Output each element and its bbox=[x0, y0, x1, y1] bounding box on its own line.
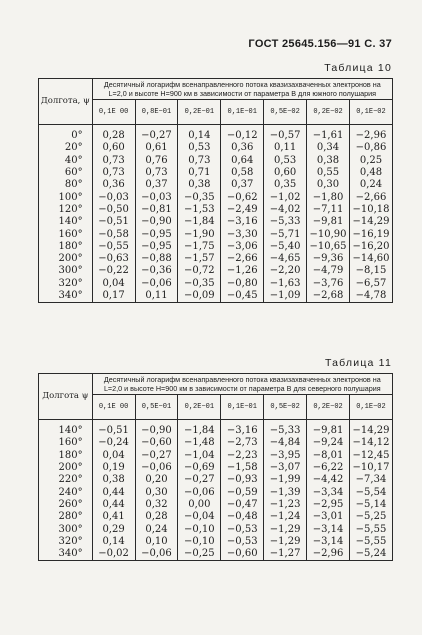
value-cell: −1,53 bbox=[178, 204, 221, 216]
longitude-cell: 300° bbox=[39, 523, 93, 535]
longitude-cell: 240° bbox=[39, 486, 93, 498]
table-row bbox=[39, 265, 393, 277]
value-cell: −0,03 bbox=[135, 191, 178, 203]
value-cell: 0,73 bbox=[178, 155, 221, 167]
table-row bbox=[39, 167, 393, 179]
value-cell: 0,24 bbox=[135, 523, 178, 535]
value-cell: −1,39 bbox=[264, 486, 307, 498]
longitude-cell: 0° bbox=[39, 125, 93, 143]
longitude-cell: 180° bbox=[39, 241, 93, 253]
value-cell: 0,73 bbox=[135, 167, 178, 179]
value-cell: −2,68 bbox=[307, 290, 350, 303]
value-cell: −0,95 bbox=[135, 228, 178, 240]
value-cell: 0,28 bbox=[92, 125, 135, 143]
value-cell: 0,35 bbox=[264, 179, 307, 191]
value-cell: −9,24 bbox=[307, 437, 350, 449]
table-row bbox=[39, 536, 393, 548]
value-cell: −1,57 bbox=[178, 253, 221, 265]
value-cell: −1,99 bbox=[264, 474, 307, 486]
value-cell: −0,06 bbox=[135, 548, 178, 561]
table-row bbox=[39, 191, 393, 203]
value-cell: −5,71 bbox=[264, 228, 307, 240]
value-cell: −0,06 bbox=[135, 462, 178, 474]
value-cell: −2,96 bbox=[349, 125, 392, 143]
value-cell: −0,81 bbox=[135, 204, 178, 216]
value-cell: −4,78 bbox=[349, 290, 392, 303]
param-header: 0,5E−02 bbox=[264, 395, 307, 420]
table-row bbox=[39, 204, 393, 216]
value-cell: 0,55 bbox=[307, 167, 350, 179]
longitude-cell: 160° bbox=[39, 437, 93, 449]
value-cell: −0,47 bbox=[221, 499, 264, 511]
table-row bbox=[39, 278, 393, 290]
value-cell: −0,35 bbox=[178, 278, 221, 290]
param-header: 0,1E−02 bbox=[349, 100, 392, 125]
table-row bbox=[39, 155, 393, 167]
value-cell: −3,01 bbox=[307, 511, 350, 523]
value-cell: 0,41 bbox=[92, 511, 135, 523]
value-cell: −0,06 bbox=[178, 486, 221, 498]
value-cell: −14,29 bbox=[349, 216, 392, 228]
value-cell: 0,76 bbox=[135, 155, 178, 167]
value-cell: −2,66 bbox=[221, 253, 264, 265]
value-cell: −3,14 bbox=[307, 523, 350, 535]
value-cell: −9,81 bbox=[307, 216, 350, 228]
value-cell: −5,55 bbox=[349, 536, 392, 548]
value-cell: −10,17 bbox=[349, 462, 392, 474]
value-cell: 0,60 bbox=[92, 142, 135, 154]
longitude-cell: 120° bbox=[39, 204, 93, 216]
longitude-cell: 260° bbox=[39, 499, 93, 511]
value-cell: −0,04 bbox=[178, 511, 221, 523]
param-header: 0,2E−02 bbox=[307, 100, 350, 125]
longitude-cell: 340° bbox=[39, 548, 93, 561]
value-cell: 0,17 bbox=[92, 290, 135, 303]
value-cell: 0,30 bbox=[135, 486, 178, 498]
value-cell: −2,96 bbox=[307, 548, 350, 561]
value-cell: −1,26 bbox=[221, 265, 264, 277]
table-row bbox=[39, 499, 393, 511]
value-cell: −0,27 bbox=[135, 125, 178, 143]
value-cell: −5,33 bbox=[264, 420, 307, 438]
longitude-cell: 180° bbox=[39, 450, 93, 462]
longitude-header: Долгота ψ bbox=[39, 374, 93, 420]
value-cell: −0,80 bbox=[221, 278, 264, 290]
value-cell: 0,73 bbox=[92, 167, 135, 179]
value-cell: 0,32 bbox=[135, 499, 178, 511]
param-header: 0,2E−01 bbox=[178, 100, 221, 125]
table-row bbox=[39, 125, 393, 143]
param-header: 0,5E−02 bbox=[264, 100, 307, 125]
value-cell: −0,09 bbox=[178, 290, 221, 303]
value-cell: −0,25 bbox=[178, 548, 221, 561]
value-cell: −2,73 bbox=[221, 437, 264, 449]
value-cell: −0,50 bbox=[92, 204, 135, 216]
value-cell: −0,72 bbox=[178, 265, 221, 277]
value-cell: −12,45 bbox=[349, 450, 392, 462]
value-cell: −5,24 bbox=[349, 548, 392, 561]
table-row bbox=[39, 290, 393, 303]
value-cell: −1,29 bbox=[264, 536, 307, 548]
table-row bbox=[39, 437, 393, 449]
value-cell: −0,27 bbox=[178, 474, 221, 486]
value-cell: 0,44 bbox=[92, 486, 135, 498]
value-cell: −0,51 bbox=[92, 420, 135, 438]
longitude-header: Долгота, ψ bbox=[39, 79, 93, 125]
value-cell: 0,28 bbox=[135, 511, 178, 523]
value-cell: −1,80 bbox=[307, 191, 350, 203]
value-cell: −10,18 bbox=[349, 204, 392, 216]
value-cell: −3,16 bbox=[221, 216, 264, 228]
table-row bbox=[39, 420, 393, 438]
table-11-caption: Таблица 11 bbox=[325, 357, 392, 369]
longitude-cell: 140° bbox=[39, 216, 93, 228]
value-cell: −3,34 bbox=[307, 486, 350, 498]
value-cell: 0,53 bbox=[264, 155, 307, 167]
value-cell: −0,36 bbox=[135, 265, 178, 277]
table-row bbox=[39, 228, 393, 240]
longitude-cell: 280° bbox=[39, 511, 93, 523]
value-cell: −0,53 bbox=[221, 523, 264, 535]
value-cell: −8,01 bbox=[307, 450, 350, 462]
value-cell: −5,33 bbox=[264, 216, 307, 228]
value-cell: −0,88 bbox=[135, 253, 178, 265]
value-cell: 0,38 bbox=[92, 474, 135, 486]
value-cell: 0,25 bbox=[349, 155, 392, 167]
value-cell: −0,51 bbox=[92, 216, 135, 228]
table-10 bbox=[38, 78, 393, 303]
value-cell: −5,25 bbox=[349, 511, 392, 523]
longitude-cell: 20° bbox=[39, 142, 93, 154]
longitude-cell: 40° bbox=[39, 155, 93, 167]
value-cell: −16,20 bbox=[349, 241, 392, 253]
value-cell: −4,84 bbox=[264, 437, 307, 449]
value-cell: −0,93 bbox=[221, 474, 264, 486]
value-cell: −0,57 bbox=[264, 125, 307, 143]
value-cell: 0,37 bbox=[135, 179, 178, 191]
value-cell: −3,30 bbox=[221, 228, 264, 240]
value-cell: 0,19 bbox=[92, 462, 135, 474]
longitude-cell: 60° bbox=[39, 167, 93, 179]
value-cell: −0,22 bbox=[92, 265, 135, 277]
value-cell: −3,14 bbox=[307, 536, 350, 548]
value-cell: −0,58 bbox=[92, 228, 135, 240]
table-row bbox=[39, 474, 393, 486]
value-cell: 0,10 bbox=[135, 536, 178, 548]
table-row bbox=[39, 523, 393, 535]
value-cell: 0,20 bbox=[135, 474, 178, 486]
value-cell: −10,90 bbox=[307, 228, 350, 240]
value-cell: −14,60 bbox=[349, 253, 392, 265]
value-cell: −0,35 bbox=[178, 191, 221, 203]
value-cell: −0,59 bbox=[221, 486, 264, 498]
value-cell: 0,14 bbox=[178, 125, 221, 143]
value-cell: −8,15 bbox=[349, 265, 392, 277]
value-cell: −1,29 bbox=[264, 523, 307, 535]
longitude-cell: 140° bbox=[39, 420, 93, 438]
value-cell: −0,12 bbox=[221, 125, 264, 143]
param-header: 0,1E 00 bbox=[92, 395, 135, 420]
longitude-cell: 100° bbox=[39, 191, 93, 203]
value-cell: −4,02 bbox=[264, 204, 307, 216]
value-cell: −3,06 bbox=[221, 241, 264, 253]
value-cell: 0,00 bbox=[178, 499, 221, 511]
value-cell: −2,49 bbox=[221, 204, 264, 216]
value-cell: −4,79 bbox=[307, 265, 350, 277]
value-cell: 0,38 bbox=[307, 155, 350, 167]
value-cell: 0,44 bbox=[92, 499, 135, 511]
value-cell: 0,11 bbox=[135, 290, 178, 303]
table-row bbox=[39, 179, 393, 191]
value-cell: −1,27 bbox=[264, 548, 307, 561]
table-row bbox=[39, 241, 393, 253]
value-cell: 0,38 bbox=[178, 179, 221, 191]
param-header: 0,2E−02 bbox=[307, 395, 350, 420]
value-cell: −1,84 bbox=[178, 216, 221, 228]
longitude-cell: 200° bbox=[39, 253, 93, 265]
value-cell: −1,84 bbox=[178, 420, 221, 438]
value-cell: −2,66 bbox=[349, 191, 392, 203]
value-cell: −1,09 bbox=[264, 290, 307, 303]
value-cell: −3,76 bbox=[307, 278, 350, 290]
value-cell: 0,36 bbox=[92, 179, 135, 191]
value-cell: −16,19 bbox=[349, 228, 392, 240]
value-cell: −2,20 bbox=[264, 265, 307, 277]
longitude-cell: 340° bbox=[39, 290, 93, 303]
param-header: 0,1E 00 bbox=[92, 100, 135, 125]
value-cell: −5,55 bbox=[349, 523, 392, 535]
value-cell: 0,30 bbox=[307, 179, 350, 191]
value-cell: −14,12 bbox=[349, 437, 392, 449]
value-cell: −0,69 bbox=[178, 462, 221, 474]
value-cell: −0,27 bbox=[135, 450, 178, 462]
value-cell: −0,53 bbox=[221, 536, 264, 548]
value-cell: 0,71 bbox=[178, 167, 221, 179]
value-cell: −9,36 bbox=[307, 253, 350, 265]
value-cell: −0,95 bbox=[135, 241, 178, 253]
param-header: 0,1E−02 bbox=[349, 395, 392, 420]
table-row bbox=[39, 142, 393, 154]
value-cell: −5,54 bbox=[349, 486, 392, 498]
value-cell: −10,65 bbox=[307, 241, 350, 253]
value-cell: −0,10 bbox=[178, 536, 221, 548]
value-cell: 0,29 bbox=[92, 523, 135, 535]
value-cell: −1,23 bbox=[264, 499, 307, 511]
longitude-cell: 220° bbox=[39, 474, 93, 486]
value-cell: −5,14 bbox=[349, 499, 392, 511]
value-cell: 0,37 bbox=[221, 179, 264, 191]
value-cell: 0,48 bbox=[349, 167, 392, 179]
longitude-cell: 300° bbox=[39, 265, 93, 277]
value-cell: −0,86 bbox=[349, 142, 392, 154]
value-cell: −0,10 bbox=[178, 523, 221, 535]
value-cell: 0,14 bbox=[92, 536, 135, 548]
table-row bbox=[39, 486, 393, 498]
value-cell: −1,02 bbox=[264, 191, 307, 203]
value-cell: −2,23 bbox=[221, 450, 264, 462]
value-cell: 0,58 bbox=[221, 167, 264, 179]
value-cell: 0,64 bbox=[221, 155, 264, 167]
longitude-cell: 320° bbox=[39, 536, 93, 548]
value-cell: −0,55 bbox=[92, 241, 135, 253]
value-cell: −0,63 bbox=[92, 253, 135, 265]
value-cell: −7,11 bbox=[307, 204, 350, 216]
table-row bbox=[39, 462, 393, 474]
page-header: ГОСТ 25645.156—91 С. 37 bbox=[248, 38, 392, 50]
group-header: Десятичный логарифм всенаправленного потока квазизахваченных электронов на L=2,0 и высоте H=900 км в зависимости от параметра B для южного полушария bbox=[92, 79, 392, 100]
longitude-cell: 80° bbox=[39, 179, 93, 191]
value-cell: −9,81 bbox=[307, 420, 350, 438]
table-row bbox=[39, 450, 393, 462]
param-header: 0,8E−01 bbox=[135, 100, 178, 125]
value-cell: −0,45 bbox=[221, 290, 264, 303]
value-cell: 0,60 bbox=[264, 167, 307, 179]
longitude-cell: 160° bbox=[39, 228, 93, 240]
value-cell: −1,24 bbox=[264, 511, 307, 523]
value-cell: 0,73 bbox=[92, 155, 135, 167]
value-cell: −0,02 bbox=[92, 548, 135, 561]
value-cell: 0,36 bbox=[221, 142, 264, 154]
value-cell: 0,61 bbox=[135, 142, 178, 154]
value-cell: −4,42 bbox=[307, 474, 350, 486]
value-cell: −3,95 bbox=[264, 450, 307, 462]
value-cell: −1,58 bbox=[221, 462, 264, 474]
value-cell: −0,90 bbox=[135, 216, 178, 228]
table-10-caption: Таблица 10 bbox=[324, 62, 392, 74]
value-cell: −1,63 bbox=[264, 278, 307, 290]
value-cell: −0,60 bbox=[135, 437, 178, 449]
group-header: Десятичный логарифм всенаправленного потока квазизахваченных электронов на L=2,0 и высоте H=900 км в зависимости от параметра B для северного полушария bbox=[92, 374, 392, 395]
longitude-cell: 320° bbox=[39, 278, 93, 290]
value-cell: −0,60 bbox=[221, 548, 264, 561]
value-cell: −3,07 bbox=[264, 462, 307, 474]
value-cell: −7,34 bbox=[349, 474, 392, 486]
table-row bbox=[39, 548, 393, 561]
param-header: 0,2E−01 bbox=[178, 395, 221, 420]
value-cell: −2,95 bbox=[307, 499, 350, 511]
value-cell: 0,53 bbox=[178, 142, 221, 154]
value-cell: −14,29 bbox=[349, 420, 392, 438]
value-cell: −1,04 bbox=[178, 450, 221, 462]
value-cell: 0,11 bbox=[264, 142, 307, 154]
value-cell: −1,75 bbox=[178, 241, 221, 253]
param-header: 0,1E−01 bbox=[221, 100, 264, 125]
value-cell: 0,34 bbox=[307, 142, 350, 154]
table-row bbox=[39, 253, 393, 265]
value-cell: −1,90 bbox=[178, 228, 221, 240]
value-cell: −5,40 bbox=[264, 241, 307, 253]
value-cell: −1,48 bbox=[178, 437, 221, 449]
table-row bbox=[39, 511, 393, 523]
value-cell: 0,04 bbox=[92, 278, 135, 290]
value-cell: −0,48 bbox=[221, 511, 264, 523]
value-cell: −6,22 bbox=[307, 462, 350, 474]
value-cell: −6,57 bbox=[349, 278, 392, 290]
table-11 bbox=[38, 373, 393, 561]
value-cell: −4,65 bbox=[264, 253, 307, 265]
param-header: 0,5E−01 bbox=[135, 395, 178, 420]
value-cell: −0,06 bbox=[135, 278, 178, 290]
value-cell: −1,61 bbox=[307, 125, 350, 143]
value-cell: −0,03 bbox=[92, 191, 135, 203]
value-cell: 0,04 bbox=[92, 450, 135, 462]
table-row bbox=[39, 216, 393, 228]
value-cell: −0,90 bbox=[135, 420, 178, 438]
value-cell: 0,24 bbox=[349, 179, 392, 191]
value-cell: −0,24 bbox=[92, 437, 135, 449]
value-cell: −3,16 bbox=[221, 420, 264, 438]
longitude-cell: 200° bbox=[39, 462, 93, 474]
value-cell: −0,62 bbox=[221, 191, 264, 203]
param-header: 0,1E−01 bbox=[221, 395, 264, 420]
